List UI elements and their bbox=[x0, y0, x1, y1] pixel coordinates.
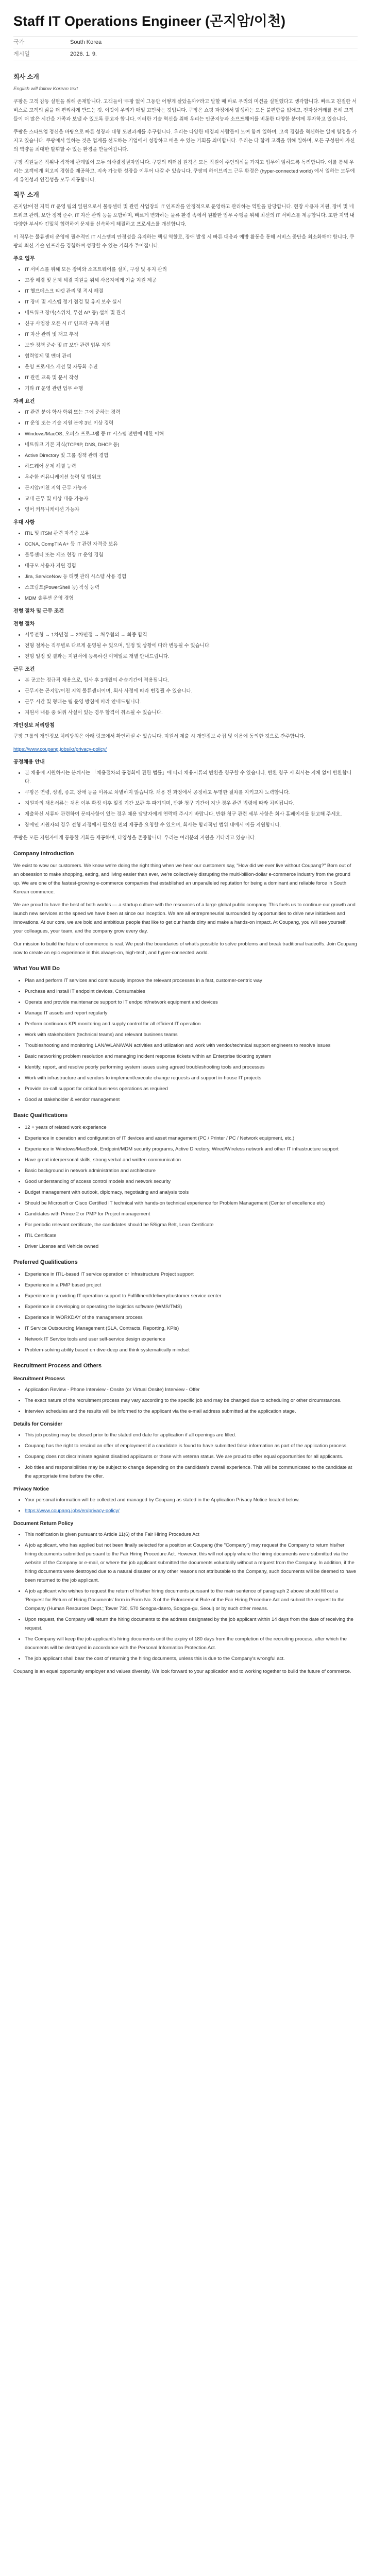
recruitment-process-list bbox=[13, 1385, 358, 1416]
list-item: • 스크립트(PowerShell 등) 작성 능력 bbox=[25, 583, 358, 592]
duties-list bbox=[13, 265, 358, 393]
section-en-recruitment bbox=[13, 1362, 358, 1676]
section-ko-process bbox=[13, 607, 358, 842]
list-item: • IT 관련 교육 및 문서 작성 bbox=[25, 374, 358, 382]
list-item: • IT 관련 분야 학사 학위 또는 그에 준하는 경력 bbox=[25, 408, 358, 417]
section-title: 회사 소개 bbox=[13, 73, 39, 80]
list-item: • Upon request, the Company will return the hiring documents to the address designated by the job applicant within 14 days from the date of receiving the request. bbox=[25, 1615, 358, 1633]
list-item: • Troubleshooting and monitoring LAN/WLAN/WAN activities and utilization and work with vendor/technical support engineers to resolve issues bbox=[25, 1041, 358, 1050]
process-list bbox=[13, 631, 358, 661]
list-item: • Experience in a PMP based project bbox=[25, 1281, 358, 1290]
section-subtitle: Document Return Policy bbox=[13, 1521, 74, 1527]
list-item: • Your personal information will be collected and managed by Coupang as stated in the Application Privacy Notice located below. bbox=[25, 1496, 358, 1504]
paragraph: 쿠팡 그룹의 개인정보 처리방침은 아래 링크에서 확인하실 수 있습니다. 지원서 제출 시 개인정보 수집 및 이용에 동의한 것으로 간주합니다. bbox=[13, 734, 306, 739]
section-subtitle: 우대 사항 bbox=[13, 520, 35, 526]
list-item: • The exact nature of the recruitment process may vary according to the specific job and may be changed due to scheduling or other circumstances. bbox=[25, 1396, 358, 1405]
meta-row-posted-date bbox=[13, 48, 358, 60]
language-note: English will follow Korean text bbox=[13, 86, 78, 92]
section-title: What You Will Do bbox=[13, 965, 60, 972]
list-item: • ITIL 및 ITSM 관련 자격증 보유 bbox=[25, 529, 358, 538]
section-subtitle: Recruitment Process bbox=[13, 1376, 65, 1382]
paragraph: 이 직무는 물류센터 운영에 필수적인 IT 시스템의 안정성을 유지하는 핵심 역할로, 장애 발생 시 빠른 대응과 예방 활동을 통해 서비스 중단을 최소화해야 합니다. 쿠팡의 최신 기술 인프라를 경험하며 성장할 수 있는 기회가 주어집니다. bbox=[13, 234, 355, 249]
list-item: • CCNA, CompTIA A+ 등 IT 관련 자격증 보유 bbox=[25, 540, 358, 549]
list-item: • 교대 근무 및 비상 대응 가능자 bbox=[25, 495, 358, 503]
job-description bbox=[13, 73, 358, 1676]
list-item: • IT 운영 또는 기술 지원 분야 3년 이상 경력 bbox=[25, 419, 358, 428]
paragraph: Coupang is an equal opportunity employer and values diversity. We look forward to your application and to working together to build the future of commerce. bbox=[13, 1669, 351, 1674]
list-item: • 기타 IT 운영 관련 업무 수행 bbox=[25, 384, 358, 393]
conditions-list bbox=[13, 676, 358, 717]
list-item: • Have great interpersonal skills, strong verbal and written communication bbox=[25, 1156, 358, 1164]
list-item: • 고장 해결 및 문제 해결 지원을 위해 사용자에게 기술 지원 제공 bbox=[25, 276, 358, 285]
list-item: • Experience in providing IT operation support to Fulfillment/delivery/customer service center bbox=[25, 1292, 358, 1300]
meta-value: 2026. 1. 9. bbox=[70, 51, 97, 57]
paragraph bbox=[13, 745, 358, 754]
list-item: • 보안 정책 준수 및 IT 보안 관련 업무 지원 bbox=[25, 341, 358, 350]
section-subtitle: 전형 절차 bbox=[13, 621, 35, 627]
list-item: • Experience in Windows/MacBook, Endpoint/MDM security programs, Active Directory, Wired/Wireless network and other IT infrastructure support bbox=[25, 1145, 358, 1154]
section-subtitle: 주요 업무 bbox=[13, 256, 35, 262]
list-item: • Work with infrastructure and vendors to implement/execute change requests and support in-house IT projects bbox=[25, 1074, 358, 1082]
list-item: • 하드웨어 문제 해결 능력 bbox=[25, 462, 358, 471]
section-subtitle: 공정채용 안내 bbox=[13, 759, 45, 765]
section-title: Company Introduction bbox=[13, 851, 74, 857]
list-item: • 지원서 내용 중 허위 사실이 있는 경우 합격이 취소될 수 있습니다. bbox=[25, 708, 358, 717]
paragraph: We are proud to have the best of both worlds — a startup culture with the resources of a large global public company. This fuels us to continue our growth and launch new services at the speed we have been at since our inception. We are all entrepreneurial surrounded by opportunities to drive new initiatives and innovations. At our core, we are bold and ambitious people that like to get our hands dirty and make a hands-on impact. At Coupang, you will see yourself, your colleagues, your team, and the company grow every day. bbox=[13, 902, 356, 934]
list-item: • 장애인 지원자의 경우 전형 과정에서 필요한 편의 제공을 요청할 수 있으며, 회사는 합리적인 범위 내에서 이를 지원합니다. bbox=[25, 821, 358, 829]
list-item: • Good at stakeholder & vendor management bbox=[25, 1095, 358, 1104]
list-item: • Good understanding of access control models and network security bbox=[25, 1177, 358, 1186]
requirements-list bbox=[13, 408, 358, 514]
section-subtitle: Details for Consider bbox=[13, 1421, 63, 1427]
list-item: • ITIL Certificate bbox=[25, 1231, 358, 1240]
paragraph: Our mission to build the future of commerce is real. We push the boundaries of what's possible to solve problems and break traditional tradeoffs. Join Coupang now to create an epic experience in this always-on, high-tech, and hyper-connected world. bbox=[13, 941, 357, 956]
section-ko-duties bbox=[13, 255, 358, 393]
meta-label: 국가 bbox=[13, 39, 25, 45]
list-item: • Coupang does not discriminate against disabled applicants or those with veteran status. We are proud to offer equal opportunities for all applicants. bbox=[25, 1452, 358, 1461]
list-item: • Should be Microsoft or Cisco Certified IT technical with hands-on technical experience for Problem Management (Center of excellence etc) bbox=[25, 1199, 358, 1208]
list-item: • Active Directory 및 그룹 정책 관리 경험 bbox=[25, 451, 358, 460]
list-item: • Budget management with outlook, diplomacy, negotiating and analysis tools bbox=[25, 1188, 358, 1197]
paragraph: 곤지암/이천 지역 IT 운영 팀의 일원으로서 물류센터 및 관련 사업장의 IT 인프라를 안정적으로 운영하고 관리하는 역할을 담당합니다. 현장 사용자 지원, 장비 및 네트워크 관리, 보안 정책 준수, IT 자산 관리 등을 포함하며, 빠르게 변화하는 물류 환경 속에서 원활한 업무 수행을 위해 최선의 IT 서비스를 제공합니다. 또한 지역 내 다양한 부서와 긴밀히 협력하여 문제를 신속하게 해결하고 프로세스를 개선합니다. bbox=[13, 204, 355, 227]
section-ko-role-intro bbox=[13, 191, 358, 250]
list-item: • Coupang has the right to rescind an offer of employment if a candidate is found to have submitted false information as part of the application process. bbox=[25, 1442, 358, 1450]
section-en-company bbox=[13, 850, 358, 957]
list-item: • 우수한 커뮤니케이션 능력 및 팀워크 bbox=[25, 473, 358, 482]
list-item: • Purchase and install IT endpoint devices, Consumables bbox=[25, 987, 358, 996]
list-item: • 대규모 사용자 지원 경험 bbox=[25, 562, 358, 570]
list-item: • A job applicant who wishes to request the return of his/her hiring documents pursuant to the main sentence of paragraph 2 above should fill out a 'Request for Return of Hiring Documents' form in Form No. 3 of the Enforcement Rule of the Fair Hiring Procedure Act and submit the request to the Company (Human Resources Dept.; Tower 730, 570 Songpa-daero, Songpa-gu, Seoul) or by such other means. bbox=[25, 1587, 358, 1613]
list-item: • A job applicant, who has applied but not been finally selected for a position at Coupang (the "Company") may request the Company to return his/her hiring documents submitted pursuant to the Fair Hiring Procedure Act. However, this will not apply where the hiring documents were submitted via the website of the Company or e-mail, or where the job applicant submitted the documents voluntarily without a request from the Company. In addition, if the hiring documents were destroyed due to a natural disaster or any other reasons not attributable to the Company, such documents will be deemed to have been returned to the job applicant. bbox=[25, 1541, 358, 1585]
section-subtitle: Privacy Notice bbox=[13, 1486, 49, 1492]
what-you-will-do-list bbox=[13, 976, 358, 1104]
section-ko-preferred bbox=[13, 518, 358, 603]
section-en-preferred-qualifications bbox=[13, 1258, 358, 1354]
list-item: • 물류센터 또는 제조 현장 IT 운영 경험 bbox=[25, 551, 358, 560]
list-item: • 전형 일정 및 결과는 지원서에 등록하신 이메일로 개별 안내드립니다. bbox=[25, 652, 358, 661]
list-item bbox=[25, 1506, 358, 1515]
list-item: • 근무지는 곤지암/이천 지역 물류센터이며, 회사 사정에 따라 변경될 수 있습니다. bbox=[25, 687, 358, 696]
list-item: • IT 장비 및 시스템 정기 점검 및 유지 보수 실시 bbox=[25, 298, 358, 307]
list-item: • Manage IT assets and report regularly bbox=[25, 1009, 358, 1018]
list-item: • Provide on-call support for critical business operations as required bbox=[25, 1084, 358, 1093]
section-subtitle: 근무 조건 bbox=[13, 667, 35, 672]
section-subtitle: 개인정보 처리방침 bbox=[13, 723, 55, 728]
notice-list bbox=[13, 769, 358, 829]
list-item: • IT 자산 관리 및 재고 추적 bbox=[25, 330, 358, 339]
list-item: • 운영 프로세스 개선 및 자동화 추진 bbox=[25, 363, 358, 371]
list-item: • The job applicant shall bear the cost of returning the hiring documents, unless this is due to the Company's wrongful act. bbox=[25, 1654, 358, 1663]
section-en-what-you-will-do bbox=[13, 964, 358, 1104]
document-return-list bbox=[13, 1530, 358, 1663]
meta-label: 게시일 bbox=[13, 51, 30, 57]
section-title: Preferred Qualifications bbox=[13, 1259, 78, 1265]
list-item: • The Company will keep the job applicant's hiring documents until the expiry of 180 days from the completion of the recruiting process, after which the documents will be destroyed in accordance with the Personal Information Protection Act. bbox=[25, 1635, 358, 1652]
section-subtitle: 전형 절차 및 근무 조건 bbox=[13, 608, 64, 614]
list-item: • Job titles and responsibilities may be subject to change depending on the candidate's overall experience. This will be communicated to the candidate at the appropriate time before the offer. bbox=[25, 1463, 358, 1481]
list-item: • For periodic relevant certificate, the candidates should be 5Sigma Belt, Lean Certificate bbox=[25, 1221, 358, 1229]
list-item: • This notification is given pursuant to Article 11(6) of the Fair Hiring Procedure Act bbox=[25, 1530, 358, 1539]
basic-qualifications-list bbox=[13, 1123, 358, 1251]
list-item: • Interview schedules and the results will be informed to the applicant via the e-mail address submitted at the application stage. bbox=[25, 1407, 358, 1416]
list-item: • Perform continuous KPI monitoring and supply control for all efficient IT operation bbox=[25, 1020, 358, 1028]
section-title: 직무 소개 bbox=[13, 191, 39, 198]
list-item: • 네트워크 기본 지식(TCP/IP, DNS, DHCP 등) bbox=[25, 440, 358, 449]
section-title: Basic Qualifications bbox=[13, 1112, 68, 1118]
list-item: • 서류전형 → 1차면접 → 2차면접 → 처우협의 → 최종 합격 bbox=[25, 631, 358, 639]
list-item: • Plan and perform IT services and continuously improve the relevant processes in a fast, customer-centric way bbox=[25, 976, 358, 985]
list-item: • 근무 시간 및 형태는 팀 운영 방침에 따라 안내드립니다. bbox=[25, 698, 358, 706]
paragraph: 쿠팡은 스타트업 정신을 바탕으로 빠른 성장과 대형 도전과제를 추구합니다. 우리는 다양한 배경의 사람들이 모여 함께 일하며, 고객 경험을 혁신하는 일에 열정을 가지고 있습니다. 쿠팡에서 일하는 것은 업계를 선도하는 기업에서 성장하고 배울 수 있는 기회를 의미합니다. 우리는 다 함께 고객을 위해 일하며, 모든 구성원이 자신의 역량을 최대한 발휘할 수 있는 환경을 만들어갑니다. bbox=[13, 129, 357, 152]
list-item: • Network IT Service tools and user self-service design experience bbox=[25, 1335, 358, 1344]
list-item: • 제출하신 서류와 관련하여 문의사항이 있는 경우 채용 담당자에게 연락해 주시기 바랍니다. 반환 청구 관련 세부 사항은 회사 홈페이지를 참고해 주세요. bbox=[25, 810, 358, 819]
list-item: • 지원자의 채용서류는 채용 여부 확정 이후 일정 기간 보관 후 파기되며, 반환 청구 기간이 지난 경우 관련 법령에 따라 처리됩니다. bbox=[25, 799, 358, 808]
preferred-list bbox=[13, 529, 358, 603]
list-item: • Experience in WORKDAY of the management process bbox=[25, 1313, 358, 1322]
list-item: • Driver License and Vehicle owned bbox=[25, 1242, 358, 1251]
job-meta-table bbox=[13, 36, 358, 60]
list-item: • Candidates with Prince 2 or PMP for Project management bbox=[25, 1210, 358, 1218]
section-ko-requirements bbox=[13, 397, 358, 514]
section-title: Recruitment Process and Others bbox=[13, 1363, 102, 1369]
list-item: • Identify, report, and resolve poorly performing system issues using agreed troubleshooting tools and processes bbox=[25, 1063, 358, 1072]
list-item: • 전형 절차는 직무별로 다르게 운영될 수 있으며, 일정 및 상황에 따라 변동될 수 있습니다. bbox=[25, 641, 358, 650]
list-item: • Jira, ServiceNow 등 티켓 관리 시스템 사용 경험 bbox=[25, 572, 358, 581]
preferred-qualifications-list bbox=[13, 1270, 358, 1354]
section-en-basic-qualifications bbox=[13, 1111, 358, 1251]
paragraph: 쿠팡 직원들은 직위나 직책에 관계없이 모두 의사결정권자입니다. 쿠팡의 리더십 원칙은 모든 직원이 주인의식을 가지고 업무에 임하도록 독려합니다. 이를 통해 우리는 고객에게 최고의 경험을 제공하고, 지속 가능한 성장을 이루어 나갈 수 있습니다. 쿠팡의 하이브리드 근무 환경은 (hyper-connected world) 에서 일하는 모두에게 유연성과 연결성을 모두 제공합니다. bbox=[13, 160, 355, 183]
list-item: • 본 채용에 지원하시는 분께서는 「채용절차의 공정화에 관한 법률」에 따라 채용서류의 반환을 청구할 수 있습니다. 반환 청구 시 회사는 지체 없이 반환합니다. bbox=[25, 769, 358, 786]
list-item: • This job posting may be closed prior to the stated end date for application if all openings are filled. bbox=[25, 1431, 358, 1439]
list-item: • IT 서비스를 위해 모든 장비와 소프트웨어를 설치, 구성 및 유지 관리 bbox=[25, 265, 358, 274]
list-item: • Problem-solving ability based on dive-deep and think systematically mindset bbox=[25, 1346, 358, 1354]
meta-row-country bbox=[13, 36, 358, 48]
list-item: • 협력업체 및 벤더 관리 bbox=[25, 352, 358, 361]
section-subtitle: 자격 요건 bbox=[13, 399, 35, 404]
privacy-list bbox=[13, 1496, 358, 1515]
paragraph: 쿠팡은 모든 지원자에게 동등한 기회를 제공하며, 다양성을 존중합니다. 우리는 여러분의 지원을 기다리고 있습니다. bbox=[13, 835, 256, 841]
paragraph: We exist to wow our customers. We know we're doing the right thing when we hear our customers say, "How did we ever live without Coupang?" Born out of an obsession to make shopping, eating, and living easier than ever, we're collectively disrupting the multi-billion-dollar e-commerce industry from the ground up. We are one of the fastest-growing e-commerce companies that established an unparalleled reputation for being a dominant and reliable force in South Korean commerce. bbox=[13, 863, 351, 895]
list-item: • Operate and provide maintenance support to IT endpoint/network equipment and devices bbox=[25, 998, 358, 1007]
list-item: • Basic networking problem resolution and managing incident response tickets within an Enterprise ticketing system bbox=[25, 1052, 358, 1061]
list-item: • Experience in developing or operating the logistics software (WMS/TMS) bbox=[25, 1302, 358, 1311]
list-item: • IT 헬프데스크 티켓 관리 및 적시 해결 bbox=[25, 287, 358, 296]
privacy-policy-link-ko[interactable]: https://www.coupang.jobs/kr/privacy-policy/ bbox=[13, 747, 107, 752]
list-item: • 영어 커뮤니케이션 가능자 bbox=[25, 505, 358, 514]
details-list bbox=[13, 1431, 358, 1481]
list-item: • 신규 사업장 오픈 시 IT 인프라 구축 지원 bbox=[25, 319, 358, 328]
list-item: • Application Review - Phone Interview - Onsite (or Virtual Onsite) Interview - Offer bbox=[25, 1385, 358, 1394]
list-item: • 쿠팡은 연령, 성별, 종교, 장애 등을 이유로 차별하지 않습니다. 채용 전 과정에서 공정하고 투명한 절차를 지키고자 노력합니다. bbox=[25, 788, 358, 797]
list-item: • Windows/MacOS, 오피스 프로그램 등 IT 시스템 전반에 대한 이해 bbox=[25, 430, 358, 438]
section-ko-company-intro bbox=[13, 73, 358, 184]
list-item: • Experience in operation and configuration of IT devices and asset management (PC / Printer / PC / Network equipment, etc.) bbox=[25, 1134, 358, 1143]
list-item: • 본 공고는 정규직 채용으로, 입사 후 3개월의 수습기간이 적용됩니다. bbox=[25, 676, 358, 685]
list-item: • 곤지암/이천 지역 근무 가능자 bbox=[25, 484, 358, 493]
list-item: • 네트워크 장비(스위치, 무선 AP 등) 설치 및 관리 bbox=[25, 309, 358, 317]
list-item: • 12 + years of related work experience bbox=[25, 1123, 358, 1132]
list-item: • Work with stakeholders (technical teams) and relevant business teams bbox=[25, 1030, 358, 1039]
paragraph: 쿠팡은 고객 감동 실현을 위해 존재합니다. 고객들이 '쿠팡 없이 그동안 어떻게 살았을까?'라고 말할 때 바로 우리의 미션을 실현했다고 생각합니다. 빠르고 친절한 서비스로 고객의 삶을 더 편리하게 만드는 것. 이것이 우리가 매일 고민하는 것입니다. 쿠팡은 쇼핑 과정에서 발생하는 모든 불편함을 없애고, 전자상거래를 통해 고객들이 더 많은 시간을 가족과 보낼 수 있도록 돕고자 합니다. 이러한 기술 혁신을 위해 우리는 인공지능과 소프트웨어를 비롯한 다양한 분야에 투자하고 있습니다. bbox=[13, 99, 357, 122]
list-item: • Experience in ITIL-based IT service operation or Infrastructure Project support bbox=[25, 1270, 358, 1279]
meta-value: South Korea bbox=[70, 39, 102, 45]
list-item: • Basic background in network administration and architecture bbox=[25, 1166, 358, 1175]
privacy-policy-link-en[interactable]: https://www.coupang.jobs/en/privacy-policy/ bbox=[25, 1508, 120, 1514]
job-title: Staff IT Operations Engineer (곤지암/이천) bbox=[13, 13, 285, 29]
list-item: • IT Service Outsourcing Management (SLA, Contracts, Reporting, KPIs) bbox=[25, 1324, 358, 1333]
list-item: • MDM 솔루션 운영 경험 bbox=[25, 594, 358, 603]
